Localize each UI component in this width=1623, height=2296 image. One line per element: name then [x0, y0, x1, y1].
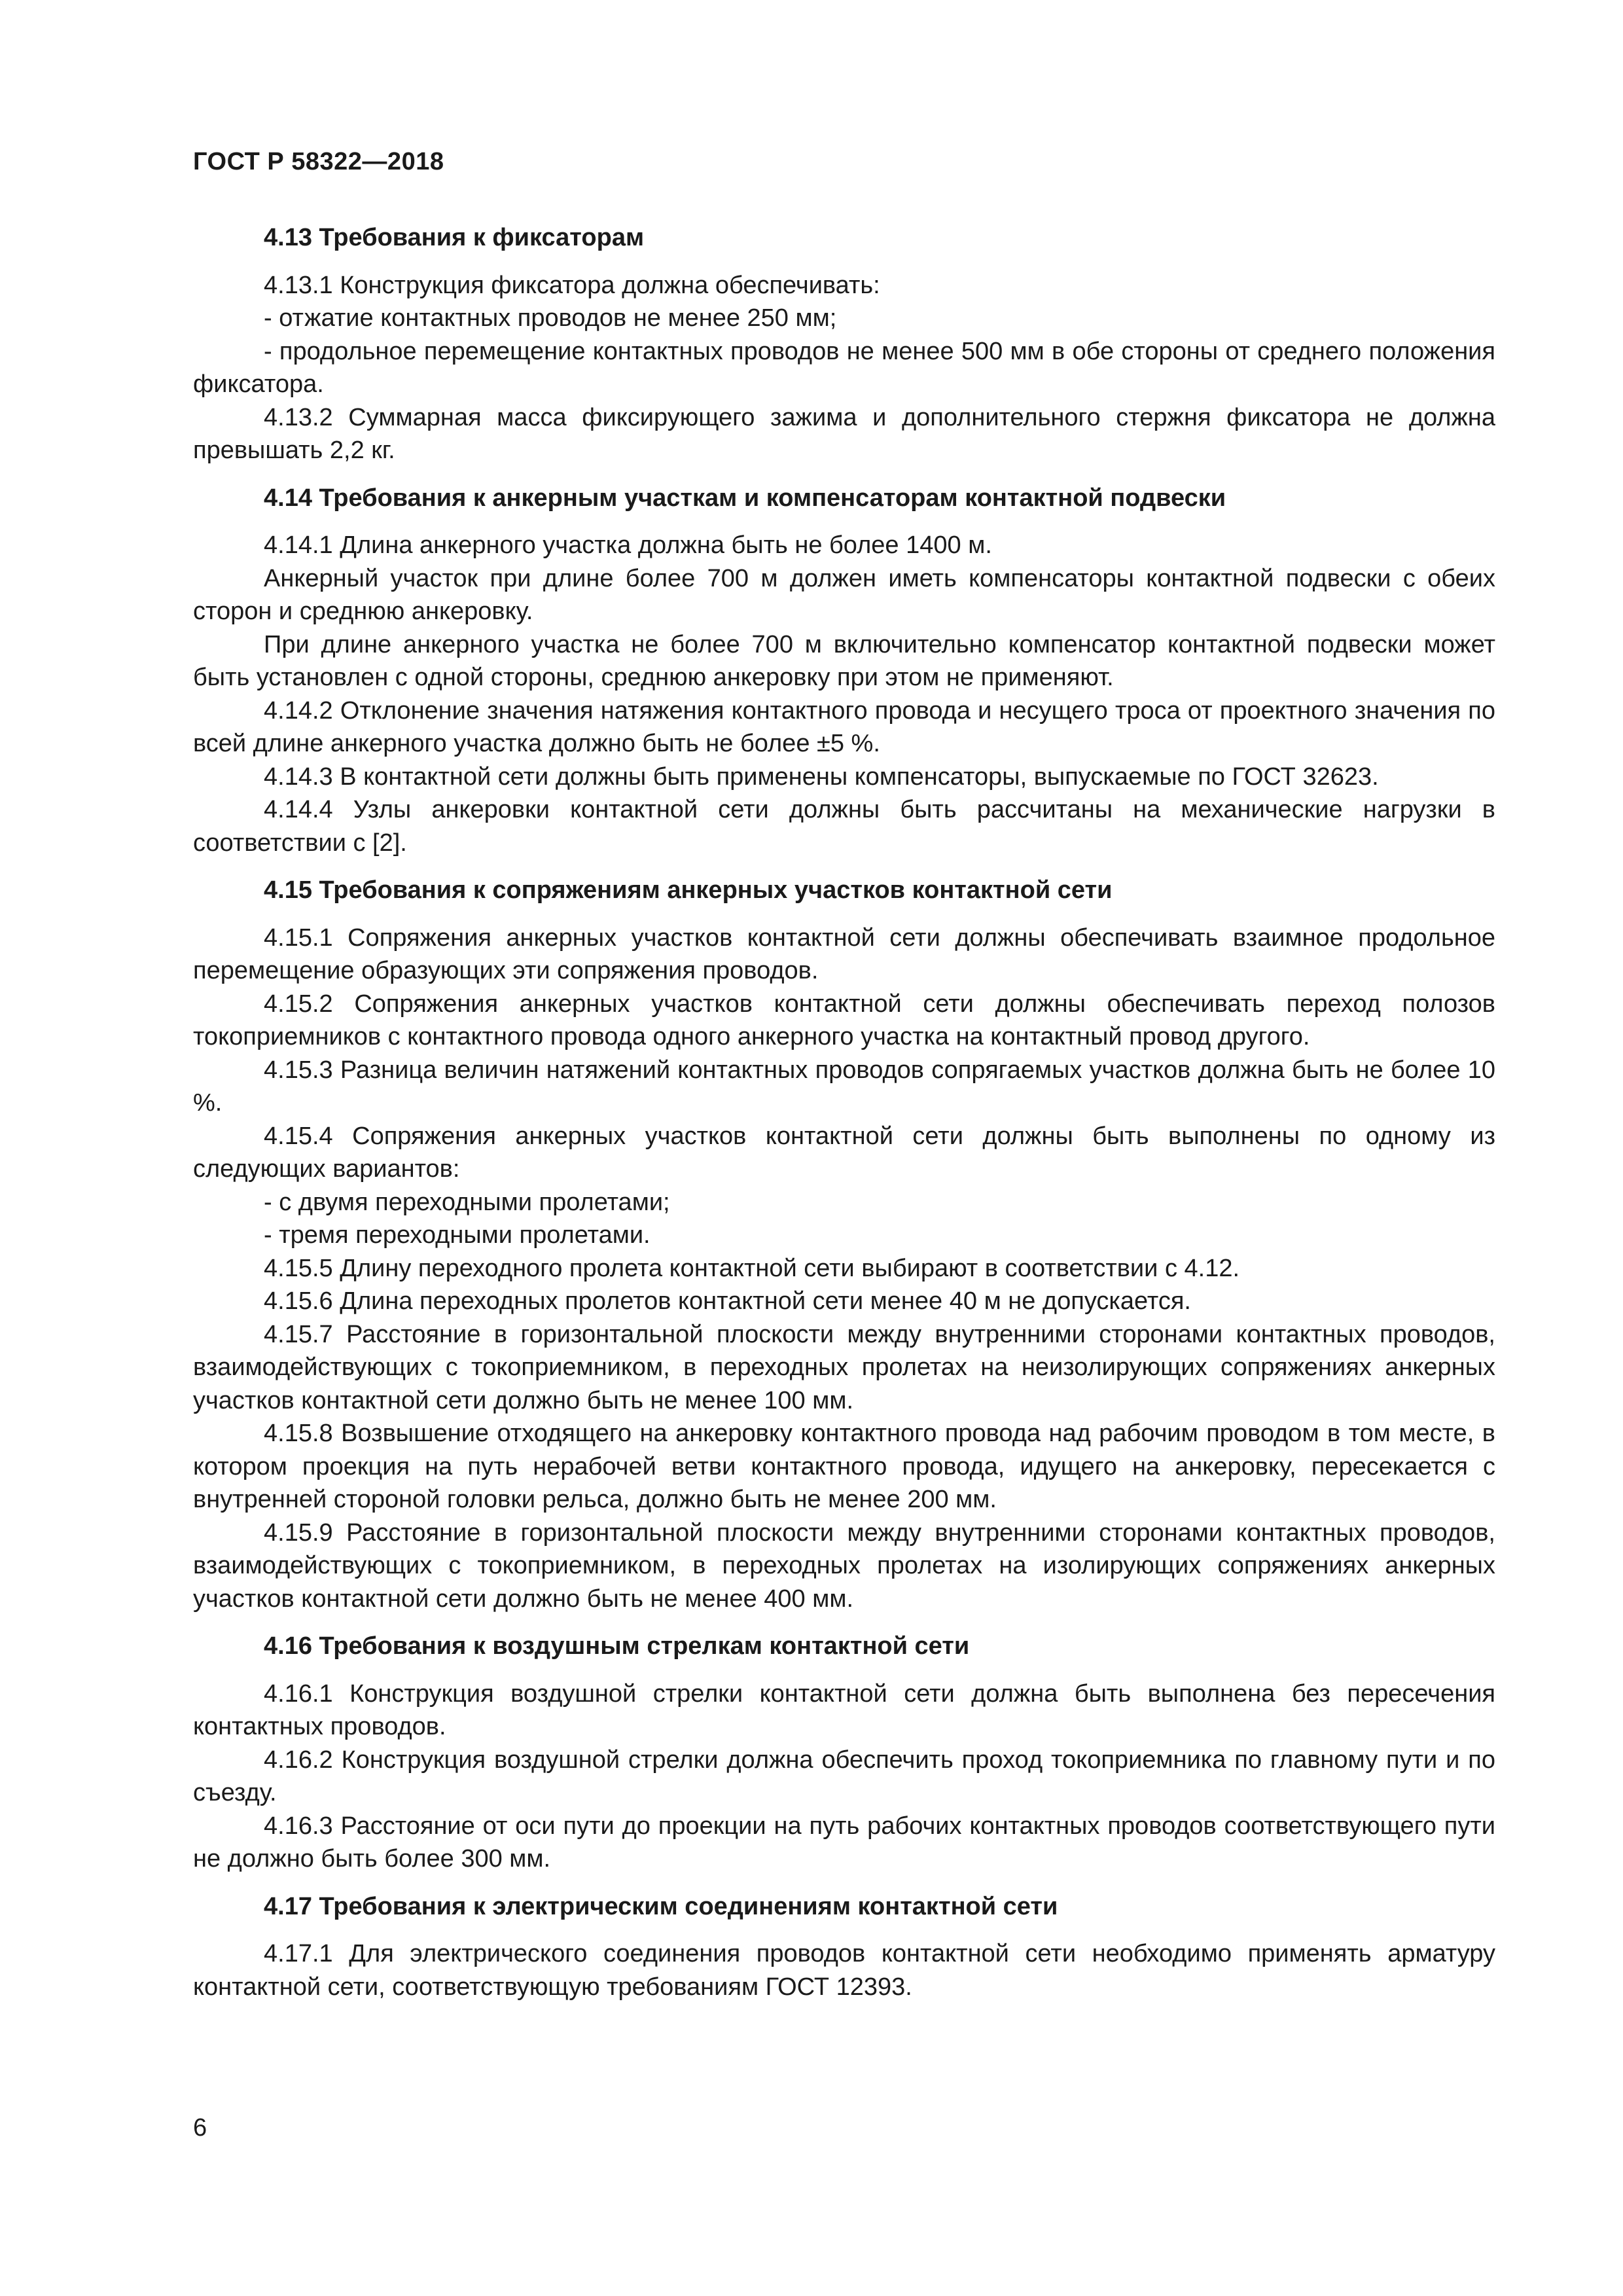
paragraph: 4.15.8 Возвышение отходящего на анкеровку контактного провода над рабочим проводом в том месте, в котором проекция на путь нерабочей ветви контактного провода, идущего на анкеровку, пересекается с внутренней стороной головки рельса, должно быть не менее 200 мм. — [193, 1420, 1495, 1513]
paragraph: 4.17.1 Для электрического соединения проводов контактной сети необходимо применять арматуру контактной сети, соответствующую требованиям ГОСТ 12393. — [193, 1940, 1495, 2001]
paragraph: 4.16.3 Расстояние от оси пути до проекции на путь рабочих контактных проводов соответствующего пути не должно быть более 300 мм. — [193, 1812, 1495, 1873]
section-heading: 4.16 Требования к воздушным стрелкам контактной сети — [264, 1632, 970, 1660]
paragraph: 4.14.2 Отклонение значения натяжения контактного провода и несущего троса от проектного значения по всей длине анкерного участка должно быть не более ±5 %. — [193, 696, 1495, 757]
paragraph: При длине анкерного участка не более 700 м включительно компенсатор контактной подвески может быть установлен с одной стороны, среднюю анкеровку при этом не применяют. — [193, 630, 1495, 691]
section-heading: 4.17 Требования к электрическим соединениям контактной сети — [264, 1892, 1058, 1920]
section-heading: 4.13 Требования к фиксаторам — [264, 224, 645, 251]
paragraph: 4.15.5 Длину переходного пролета контактной сети выбирают в соответствии с 4.12. — [264, 1254, 1240, 1282]
page-number: 6 — [193, 2114, 207, 2142]
list-item: - тремя переходными пролетами. — [264, 1221, 651, 1249]
paragraph: 4.15.4 Сопряжения анкерных участков контактной сети должны быть выполнены по одному из следующих вариантов: — [193, 1122, 1495, 1183]
paragraph: 4.13.2 Суммарная масса фиксирующего зажима и дополнительного стержня фиксатора не должна превышать 2,2 кг. — [193, 403, 1495, 464]
paragraph: 4.15.9 Расстояние в горизонтальной плоскости между внутренними сторонами контактных проводов, взаимодействующих с токоприемником, в переходных пролетах на изолирующих сопряжениях анкерных участков контактной сети должно быть не менее 400 мм. — [193, 1518, 1495, 1613]
paragraph: 4.15.1 Сопряжения анкерных участков контактной сети должны обеспечивать взаимное продольное перемещение образующих эти сопряжения проводов. — [193, 924, 1495, 984]
document-body — [193, 221, 1495, 2003]
list-item: - продольное перемещение контактных проводов не менее 500 мм в обе стороны от среднего положения фиксатора. — [193, 337, 1495, 398]
document-header: ГОСТ Р 58322—2018 — [193, 148, 444, 175]
section-heading: 4.14 Требования к анкерным участкам и компенсаторам контактной подвески — [264, 484, 1226, 512]
list-item: - с двумя переходными пролетами; — [264, 1188, 670, 1216]
paragraph: 4.15.2 Сопряжения анкерных участков контактной сети должны обеспечивать переход полозов токоприемников с контактного провода одного анкерного участка на контактный провод другого. — [193, 990, 1495, 1050]
paragraph: 4.15.7 Расстояние в горизонтальной плоскости между внутренними сторонами контактных проводов, взаимодействующих с токоприемником, в переходных пролетах на неизолирующих сопряжениях анкерных участков контактной сети должно быть не менее 100 мм. — [193, 1320, 1495, 1414]
paragraph: 4.14.4 Узлы анкеровки контактной сети должны быть рассчитаны на механические нагрузки в соответствии с [2]. — [193, 796, 1495, 857]
paragraph: 4.16.1 Конструкция воздушной стрелки контактной сети должна быть выполнена без пересечения контактных проводов. — [193, 1679, 1495, 1740]
section-heading: 4.15 Требования к сопряжениям анкерных участков контактной сети — [264, 876, 1113, 904]
paragraph: 4.14.1 Длина анкерного участка должна быть не более 1400 м. — [264, 531, 992, 559]
paragraph: 4.14.3 В контактной сети должны быть применены компенсаторы, выпускаемые по ГОСТ 32623. — [264, 762, 1379, 791]
paragraph: 4.16.2 Конструкция воздушной стрелки должна обеспечить проход токоприемника по главному пути и по съезду. — [193, 1746, 1495, 1806]
paragraph: Анкерный участок при длине более 700 м должен иметь компенсаторы контактной подвески с обеих сторон и среднюю анкеровку. — [193, 564, 1495, 625]
paragraph: 4.13.1 Конструкция фиксатора должна обеспечивать: — [264, 271, 880, 299]
list-item: - отжатие контактных проводов не менее 250 мм; — [264, 304, 837, 332]
paragraph: 4.15.6 Длина переходных пролетов контактной сети менее 40 м не допускается. — [264, 1287, 1191, 1315]
paragraph: 4.15.3 Разница величин натяжений контактных проводов сопрягаемых участков должна быть не более 10 %. — [193, 1056, 1495, 1117]
